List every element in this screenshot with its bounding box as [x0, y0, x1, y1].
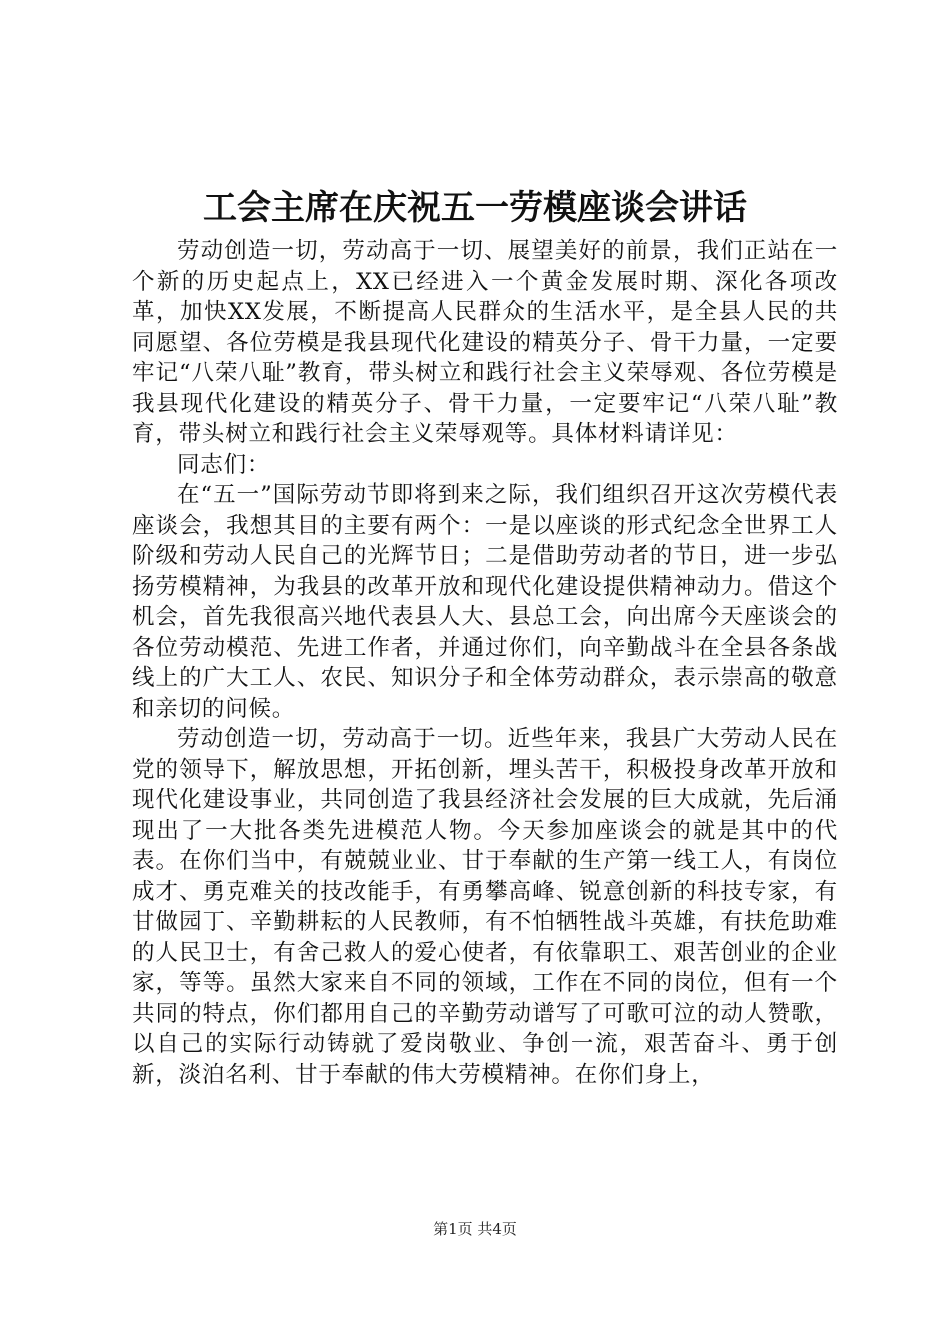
page-footer: 第1页 共4页 [433, 1220, 517, 1238]
paragraph-occasion: 在“五一”国际劳动节即将到来之际，我们组织召开这次劳模代表座谈会，我想其目的主要有两个：一是以座谈的形式纪念全世界工人阶级和劳动人民自己的光辉节日；二是借助劳动者的节日，进一步弘扬劳模精神，为我县的改革开放和现代化建设提供精神动力。借这个机会，首先我很高兴地代表县人大、县总工会，向出席今天座谈会的各位劳动模范、先进工作者，并通过你们，向辛勤战斗在全县各条战线上的广大工人、农民、知识分子和全体劳动群众，表示崇高的敬意和亲切的问候。 [132, 482, 838, 722]
document-body [132, 236, 838, 1090]
paragraph-salutation: 同志们： [177, 451, 271, 478]
document-title: 工会主席在庆祝五一劳模座谈会讲话 [203, 188, 747, 228]
paragraph-intro: 劳动创造一切，劳动高于一切、展望美好的前景，我们正站在一个新的历史起点上，XX已经进入一个黄金发展时期、深化各项改革，加快XX发展，不断提高人民群众的生活水平，是全县人民的共同愿望、各位劳模是我县现代化建设的精英分子、骨干力量，一定要牢记“八荣八耻”教育，带头树立和践行社会主义荣辱观、各位劳模是我县现代化建设的精英分子、骨干力量，一定要牢记“八荣八耻”教育，带头树立和践行社会主义荣辱观等。具体材料请详见： [132, 238, 838, 447]
paragraph-achievements: 劳动创造一切，劳动高于一切。近些年来，我县广大劳动人民在党的领导下，解放思想，开拓创新，埋头苦干，积极投身改革开放和现代化建设事业，共同创造了我县经济社会发展的巨大成就，先后涌现出了一大批各类先进模范人物。今天参加座谈会的就是其中的代表。在你们当中，有兢兢业业、甘于奉献的生产第一线工人，有岗位成才、勇克难关的技改能手，有勇攀高峰、锐意创新的科技专家，有甘做园丁、辛勤耕耘的人民教师，有不怕牺牲战斗英雄，有扶危助难的人民卫士，有舍己救人的爱心使者，有依靠职工、艰苦创业的企业家，等等。虽然大家来自不同的领域，工作在不同的岗位，但有一个共同的特点，你们都用自己的辛勤劳动谱写了可歌可泣的动人赞歌，以自己的实际行动铸就了爱岗敬业、争创一流，艰苦奋斗、勇于创新，淡泊名利、甘于奉献的伟大劳模精神。在你们身上， [132, 726, 838, 1088]
